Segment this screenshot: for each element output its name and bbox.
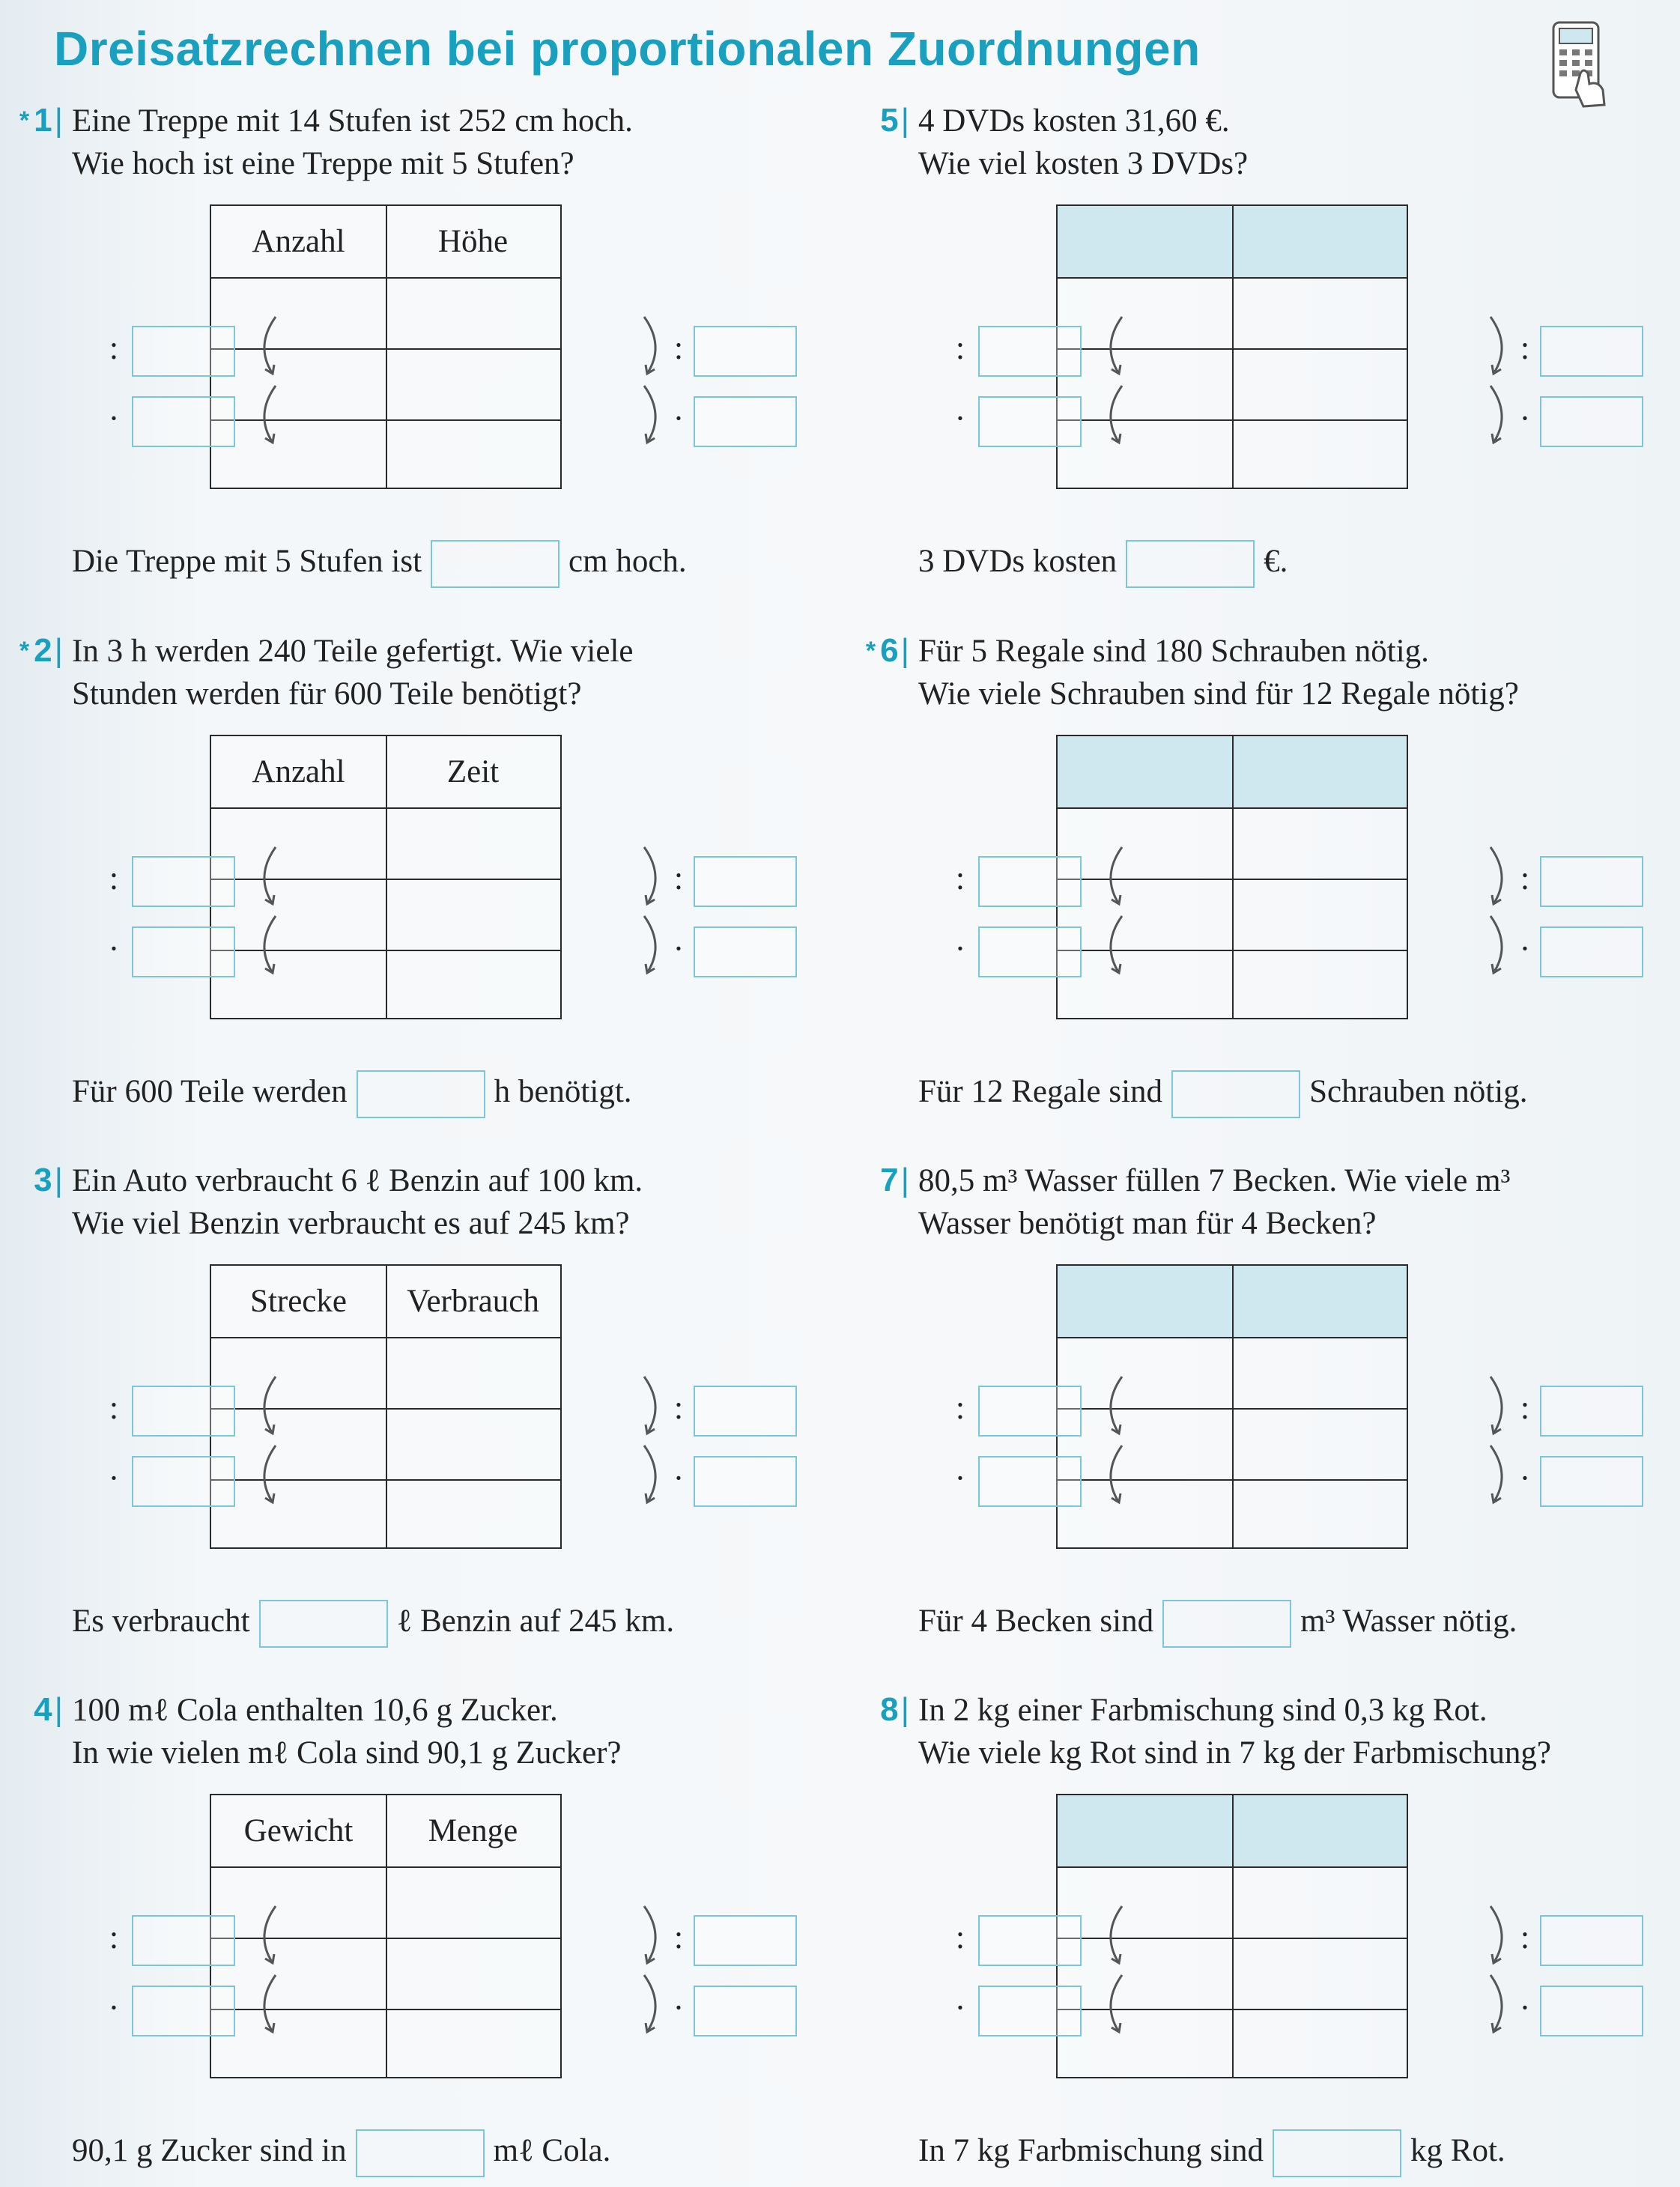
arrow-left-icon [247, 381, 283, 449]
table-cell[interactable] [1058, 348, 1232, 419]
multiply-operator: · [1519, 400, 1531, 437]
table-cell[interactable] [1058, 950, 1232, 1019]
question-line-1: In 3 h werden 240 Teile gefertigt. Wie viele [72, 634, 634, 669]
exercise-5 [846, 100, 1595, 594]
arrow-left-icon [247, 1372, 283, 1440]
divisor-input-left[interactable] [978, 1915, 1082, 1966]
table-header-right [1232, 736, 1407, 807]
answer-input[interactable] [356, 2129, 485, 2177]
divisor-input-right[interactable] [1540, 326, 1643, 377]
question-line-2: In wie vielen mℓ Cola sind 90,1 g Zucker? [72, 1735, 622, 1771]
arrow-right-icon [637, 312, 673, 380]
exercise-number: * 1| [19, 102, 63, 139]
table-cell[interactable] [1058, 1408, 1232, 1479]
question-line-1: Für 5 Regale sind 180 Schrauben nötig. [918, 634, 1429, 669]
table-cell[interactable] [386, 1408, 560, 1479]
multiply-operator: · [954, 400, 966, 437]
table-header-left [1058, 1266, 1232, 1337]
table-cell[interactable] [1058, 1866, 1232, 1938]
question-line-2: Wie hoch ist eine Treppe mit 5 Stufen? [72, 146, 574, 181]
difficulty-star-icon: * [19, 106, 30, 135]
arrow-right-icon [637, 381, 673, 449]
table-cell[interactable] [1058, 807, 1232, 879]
exercise-8 [846, 1689, 1595, 2183]
table-header-left: Gewicht [243, 1813, 354, 1848]
exercise-number: 4| [34, 1691, 63, 1728]
divisor-input-left[interactable] [978, 326, 1082, 377]
difficulty-star-icon: * [865, 637, 876, 665]
exercise-number: * 6| [865, 632, 909, 669]
multiplier-input-right[interactable] [694, 926, 797, 977]
divide-operator: : [1520, 330, 1530, 366]
arrow-left-icon [1094, 1372, 1129, 1440]
exercise-question [918, 630, 1519, 715]
answer-input[interactable] [1162, 1600, 1291, 1648]
exercise-7 [846, 1159, 1595, 1654]
arrow-right-icon [1483, 1971, 1519, 2038]
question-line-1: Eine Treppe mit 14 Stufen ist 252 cm hoch. [72, 103, 633, 139]
multiply-operator: · [1519, 930, 1531, 967]
multiplier-input-left[interactable] [978, 1456, 1082, 1507]
table-cell[interactable] [211, 1408, 386, 1479]
table-header-right: Menge [428, 1813, 518, 1848]
exercise-2 [0, 630, 749, 1124]
multiplier-input-right[interactable] [1540, 926, 1643, 977]
page-title: Dreisatzrechnen bei proportionalen Zuordnungen [54, 22, 1201, 76]
divide-operator: : [1520, 860, 1530, 897]
multiplier-input-right[interactable] [694, 1986, 797, 2036]
exercise-number: 7| [880, 1162, 909, 1198]
divide-operator: : [955, 1919, 965, 1956]
arrow-left-icon [1094, 843, 1129, 910]
table-cell[interactable] [386, 1479, 560, 1548]
answer-input[interactable] [1126, 540, 1255, 588]
multiply-operator: · [954, 930, 966, 967]
question-line-2: Wie viele Schrauben sind für 12 Regale nötig? [918, 676, 1519, 712]
table-cell[interactable] [1232, 807, 1407, 879]
table-cell[interactable] [1232, 950, 1407, 1019]
table-cell[interactable] [386, 807, 560, 879]
arrow-right-icon [1483, 1372, 1519, 1440]
table-cell[interactable] [1232, 419, 1407, 488]
table-header-left: Strecke [250, 1284, 347, 1319]
divide-operator: : [673, 330, 684, 366]
divide-operator: : [1520, 1389, 1530, 1426]
question-line-2: Wie viele kg Rot sind in 7 kg der Farbmischung? [918, 1735, 1551, 1771]
table-cell[interactable] [386, 348, 560, 419]
table-cell[interactable] [386, 419, 560, 488]
multiply-operator: · [108, 1989, 120, 2026]
divide-operator: : [109, 860, 119, 897]
exercise-question [918, 1689, 1551, 1774]
exercise-number: 5| [880, 102, 909, 139]
arrow-left-icon [1094, 312, 1129, 380]
table-header-right [1232, 206, 1407, 277]
arrow-left-icon [1094, 911, 1129, 979]
question-line-1: 80,5 m³ Wasser füllen 7 Becken. Wie viele m³ [918, 1163, 1511, 1198]
table-cell[interactable] [386, 2009, 560, 2078]
table-header-left [1058, 1795, 1232, 1866]
divisor-input-right[interactable] [694, 1386, 797, 1437]
question-line-1: 4 DVDs kosten 31,60 €. [918, 103, 1230, 139]
multiplier-input-right[interactable] [694, 396, 797, 447]
answer-sentence: In 7 kg Farbmischung sind kg Rot. [918, 2127, 1505, 2177]
answer-sentence: 3 DVDs kosten €. [918, 538, 1288, 588]
multiplier-input-left[interactable] [978, 1986, 1082, 2036]
exercise-question [72, 1689, 622, 1774]
multiplier-input-left[interactable] [978, 396, 1082, 447]
table-header-right: Höhe [437, 224, 509, 259]
exercise-question [918, 1159, 1510, 1245]
answer-sentence: 90,1 g Zucker sind in mℓ Cola. [72, 2127, 610, 2177]
multiply-operator: · [673, 930, 685, 967]
exercise-question [72, 1159, 643, 1245]
question-line-1: In 2 kg einer Farbmischung sind 0,3 kg Rot. [918, 1693, 1488, 1728]
multiply-operator: · [673, 400, 685, 437]
table-cell[interactable] [1058, 1337, 1232, 1408]
arrow-left-icon [247, 911, 283, 979]
arrow-right-icon [637, 1902, 673, 1969]
answer-input[interactable] [357, 1070, 485, 1118]
divisor-input-left[interactable] [132, 856, 235, 907]
multiply-operator: · [108, 930, 120, 967]
table-header-right [1232, 1266, 1407, 1337]
arrow-left-icon [247, 312, 283, 380]
answer-sentence: Es verbraucht ℓ Benzin auf 245 km. [72, 1598, 674, 1648]
table-cell[interactable] [211, 277, 386, 348]
arrow-left-icon [247, 1971, 283, 2038]
question-line-2: Wie viel kosten 3 DVDs? [918, 146, 1249, 181]
arrow-right-icon [1483, 381, 1519, 449]
table-cell[interactable] [386, 1866, 560, 1938]
divide-operator: : [109, 330, 119, 366]
arrow-left-icon [1094, 1902, 1129, 1969]
arrow-right-icon [1483, 911, 1519, 979]
question-line-2: Stunden werden für 600 Teile benötigt? [72, 676, 582, 712]
table-cell[interactable] [386, 879, 560, 950]
multiply-operator: · [673, 1989, 685, 2026]
divisor-input-left[interactable] [132, 1386, 235, 1437]
divide-operator: : [955, 860, 965, 897]
exercise-question [72, 630, 634, 715]
table-cell[interactable] [211, 1866, 386, 1938]
question-line-2: Wasser benötigt man für 4 Becken? [918, 1206, 1377, 1241]
table-header-right: Verbrauch [407, 1284, 539, 1319]
answer-input[interactable] [431, 540, 560, 588]
table-header-left [1058, 206, 1232, 277]
multiply-operator: · [954, 1989, 966, 2026]
arrow-left-icon [247, 1902, 283, 1969]
table-cell[interactable] [386, 277, 560, 348]
calculator-hand-icon [1550, 21, 1609, 109]
multiplier-input-right[interactable] [1540, 1456, 1643, 1507]
divide-operator: : [1520, 1919, 1530, 1956]
table-cell[interactable] [211, 807, 386, 879]
divide-operator: : [673, 1389, 684, 1426]
answer-sentence: Für 600 Teile werden h benötigt. [72, 1068, 632, 1118]
exercise-6 [846, 630, 1595, 1124]
arrow-right-icon [1483, 843, 1519, 910]
table-cell[interactable] [1232, 1479, 1407, 1548]
table-cell[interactable] [1232, 277, 1407, 348]
arrow-right-icon [637, 911, 673, 979]
multiplier-input-left[interactable] [132, 396, 235, 447]
table-header-right [1232, 1795, 1407, 1866]
arrow-left-icon [1094, 1441, 1129, 1508]
multiply-operator: · [954, 1460, 966, 1496]
divisor-input-right[interactable] [694, 326, 797, 377]
divisor-input-right[interactable] [694, 856, 797, 907]
table-cell[interactable] [1232, 1337, 1407, 1408]
arrow-left-icon [1094, 381, 1129, 449]
question-line-1: Ein Auto verbraucht 6 ℓ Benzin auf 100 km. [72, 1163, 643, 1198]
table-cell[interactable] [211, 2009, 386, 2078]
table-cell[interactable] [211, 879, 386, 950]
divide-operator: : [673, 1919, 684, 1956]
divisor-input-right[interactable] [1540, 1386, 1643, 1437]
table-cell[interactable] [1232, 348, 1407, 419]
divisor-input-left[interactable] [978, 856, 1082, 907]
arrow-right-icon [1483, 1441, 1519, 1508]
table-cell[interactable] [386, 1938, 560, 2009]
multiply-operator: · [1519, 1460, 1531, 1496]
table-header-right: Zeit [446, 754, 500, 789]
arrow-left-icon [1094, 1971, 1129, 2038]
arrow-left-icon [247, 843, 283, 910]
exercise-number: * 2| [19, 632, 63, 669]
divide-operator: : [673, 860, 684, 897]
table-cell[interactable] [211, 1337, 386, 1408]
arrow-right-icon [637, 843, 673, 910]
divisor-input-right[interactable] [1540, 1915, 1643, 1966]
table-cell[interactable] [1232, 1866, 1407, 1938]
difficulty-star-icon: * [19, 637, 30, 665]
arrow-right-icon [637, 1971, 673, 2038]
question-line-2: Wie viel Benzin verbraucht es auf 245 km? [72, 1206, 630, 1241]
table-cell[interactable] [211, 348, 386, 419]
multiplier-input-right[interactable] [1540, 1986, 1643, 2036]
arrow-right-icon [1483, 1902, 1519, 1969]
divisor-input-left[interactable] [132, 326, 235, 377]
table-cell[interactable] [1232, 879, 1407, 950]
answer-sentence: Die Treppe mit 5 Stufen ist cm hoch. [72, 538, 687, 588]
exercise-number: 3| [34, 1162, 63, 1198]
divisor-input-left[interactable] [132, 1915, 235, 1966]
answer-sentence: Für 12 Regale sind Schrauben nötig. [918, 1068, 1527, 1118]
answer-sentence: Für 4 Becken sind m³ Wasser nötig. [918, 1598, 1517, 1648]
divisor-input-right[interactable] [694, 1915, 797, 1966]
arrow-left-icon [247, 1441, 283, 1508]
answer-input[interactable] [259, 1600, 388, 1648]
table-cell[interactable] [1232, 2009, 1407, 2078]
divisor-input-left[interactable] [978, 1386, 1082, 1437]
arrow-right-icon [637, 1372, 673, 1440]
multiplier-input-right[interactable] [694, 1456, 797, 1507]
table-cell[interactable] [211, 1938, 386, 2009]
table-cell[interactable] [1232, 1408, 1407, 1479]
table-cell[interactable] [1058, 1938, 1232, 2009]
divide-operator: : [955, 1389, 965, 1426]
multiplier-input-left[interactable] [132, 1986, 235, 2036]
arrow-right-icon [637, 1441, 673, 1508]
table-cell[interactable] [211, 1479, 386, 1548]
divide-operator: : [109, 1389, 119, 1426]
table-cell[interactable] [211, 950, 386, 1019]
exercise-question [918, 100, 1248, 185]
exercise-question [72, 100, 633, 185]
answer-input[interactable] [1273, 2129, 1401, 2177]
table-cell[interactable] [1058, 277, 1232, 348]
multiplier-input-left[interactable] [978, 926, 1082, 977]
divide-operator: : [109, 1919, 119, 1956]
table-cell[interactable] [386, 1337, 560, 1408]
multiply-operator: · [1519, 1989, 1531, 2026]
table-cell[interactable] [1058, 419, 1232, 488]
exercise-number: 8| [880, 1691, 909, 1728]
table-cell[interactable] [1058, 879, 1232, 950]
question-line-1: 100 mℓ Cola enthalten 10,6 g Zucker. [72, 1693, 558, 1728]
table-cell[interactable] [386, 950, 560, 1019]
answer-input[interactable] [1171, 1070, 1300, 1118]
arrow-right-icon [1483, 312, 1519, 380]
multiply-operator: · [108, 1460, 120, 1496]
multiplier-input-right[interactable] [1540, 396, 1643, 447]
table-header-left: Anzahl [252, 754, 345, 789]
multiplier-input-left[interactable] [132, 1456, 235, 1507]
multiplier-input-left[interactable] [132, 926, 235, 977]
table-cell[interactable] [1232, 1938, 1407, 2009]
table-header-left [1058, 736, 1232, 807]
table-cell[interactable] [211, 419, 386, 488]
multiply-operator: · [108, 400, 120, 437]
exercise-3 [0, 1159, 749, 1654]
divide-operator: : [955, 330, 965, 366]
table-cell[interactable] [1058, 2009, 1232, 2078]
divisor-input-right[interactable] [1540, 856, 1643, 907]
table-header-left: Anzahl [252, 224, 345, 259]
table-cell[interactable] [1058, 1479, 1232, 1548]
exercise-4 [0, 1689, 749, 2183]
exercise-1 [0, 100, 749, 594]
multiply-operator: · [673, 1460, 685, 1496]
